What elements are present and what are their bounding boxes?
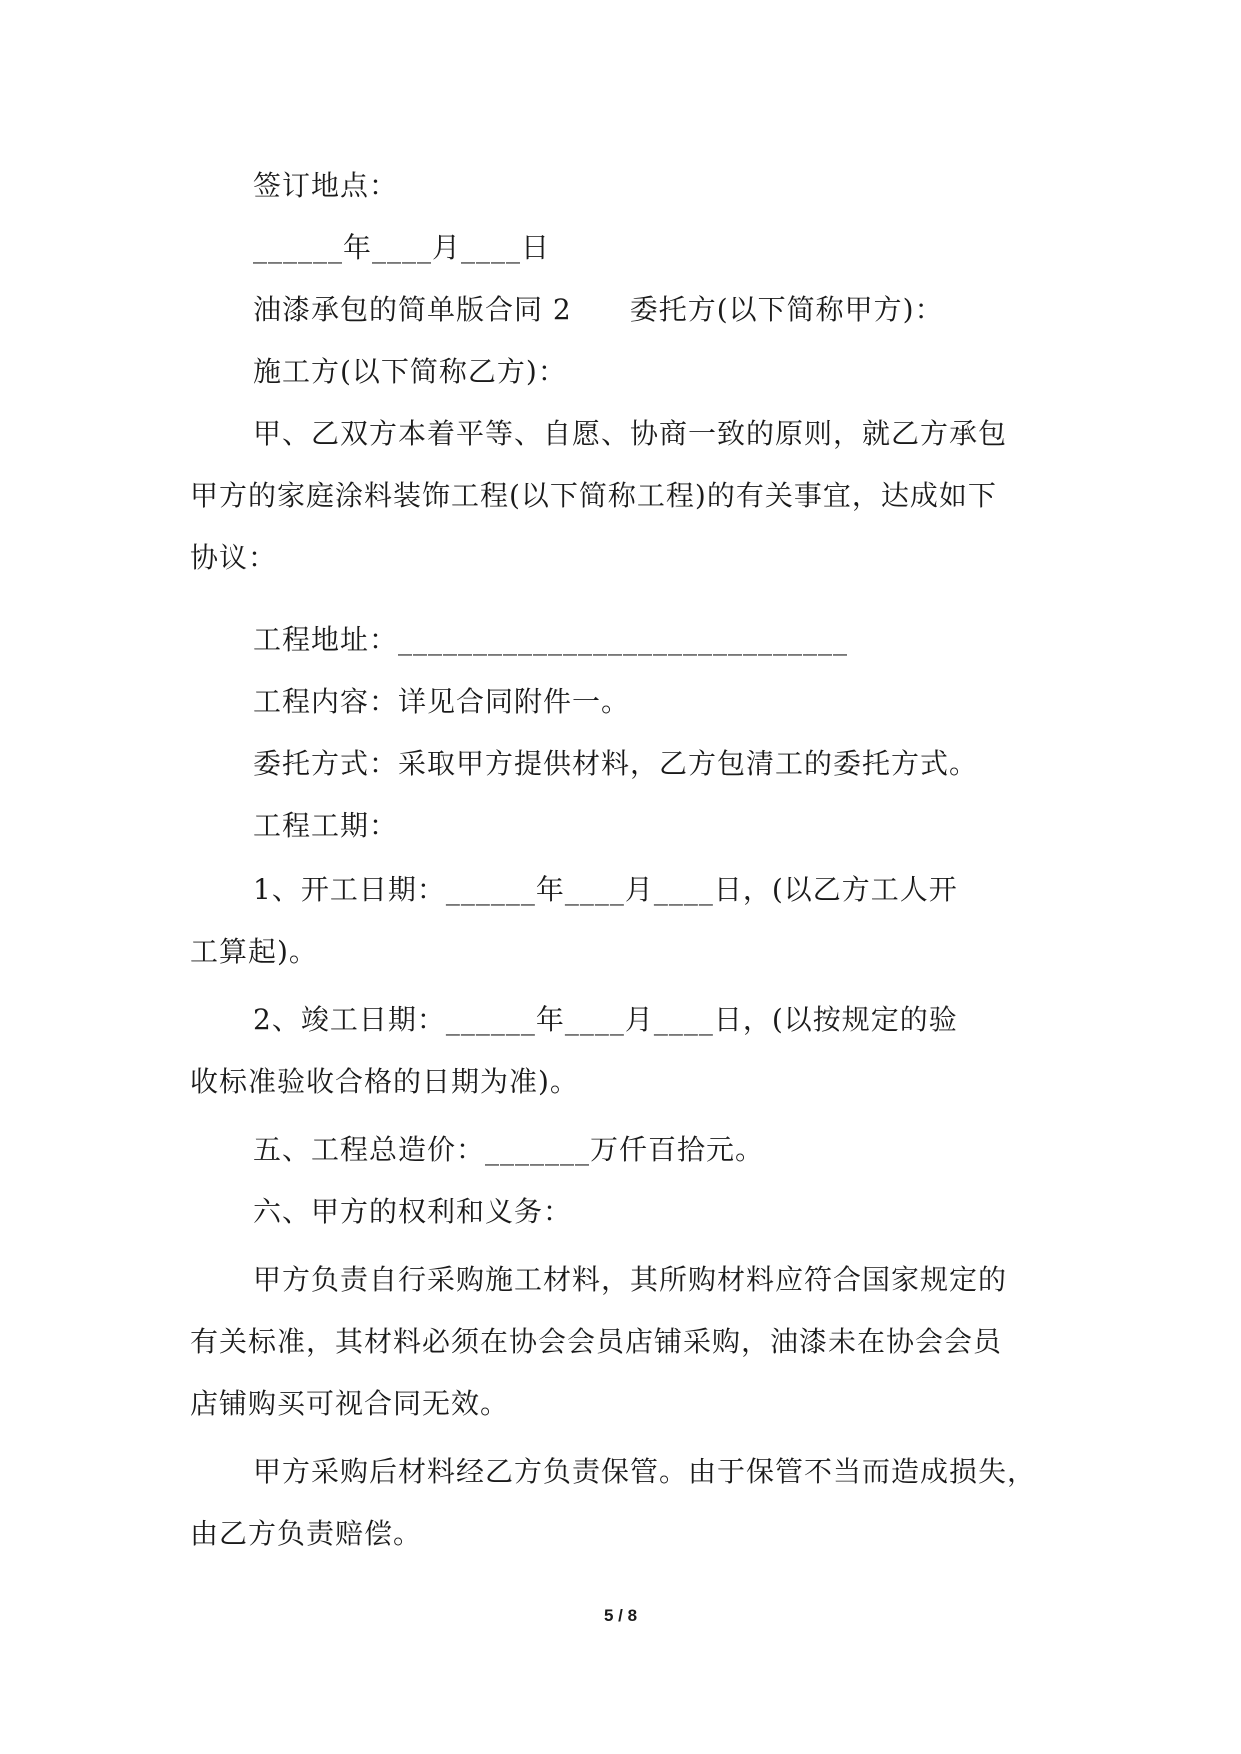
page-number: 5 / 8 xyxy=(603,1606,638,1625)
total-cost-line: 五、工程总造价：_______万仟百拾元。 xyxy=(253,1133,765,1166)
date-line: ______年____月____日 xyxy=(253,231,551,264)
agreement-paragraph-line-1: 甲、乙双方本着平等、自愿、协商一致的原则，就乙方承包 xyxy=(253,417,1008,450)
materials-paragraph-line-3: 店铺购买可视合同无效。 xyxy=(190,1387,510,1420)
agreement-paragraph-line-3: 协议： xyxy=(190,541,278,574)
agreement-paragraph-line-2: 甲方的家庭涂料装饰工程(以下简称工程)的有关事宜，达成如下 xyxy=(190,479,997,512)
party-a-duties-heading: 六、甲方的权利和义务： xyxy=(253,1195,573,1228)
project-period-heading: 工程工期： xyxy=(253,809,399,842)
contract-title-line: 油漆承包的简单版合同 2 委托方(以下简称甲方)： xyxy=(253,293,944,326)
project-content-line: 工程内容：详见合同附件一。 xyxy=(253,685,631,718)
custody-paragraph-line-2: 由乙方负责赔偿。 xyxy=(190,1517,423,1550)
project-address-line: 工程地址：______________________________ xyxy=(253,623,849,656)
signing-place-line: 签订地点： xyxy=(253,169,399,202)
contractor-line: 施工方(以下简称乙方)： xyxy=(253,355,567,388)
materials-paragraph-line-2: 有关标准，其材料必须在协会会员店铺采购，油漆未在协会会员 xyxy=(190,1325,1003,1358)
start-date-line-1: 1、开工日期：______年____月____日，(以乙方工人开 xyxy=(253,873,958,906)
completion-date-line-1: 2、竣工日期：______年____月____日，(以按规定的验 xyxy=(253,1003,958,1036)
completion-date-line-2: 收标准验收合格的日期为准)。 xyxy=(190,1065,579,1098)
custody-paragraph-line-1: 甲方采购后材料经乙方负责保管。由于保管不当而造成损失， xyxy=(253,1455,1037,1488)
commission-method-line: 委托方式：采取甲方提供材料，乙方包清工的委托方式。 xyxy=(253,747,979,780)
start-date-line-2: 工算起)。 xyxy=(190,935,318,968)
materials-paragraph-line-1: 甲方负责自行采购施工材料，其所购材料应符合国家规定的 xyxy=(253,1263,1008,1296)
